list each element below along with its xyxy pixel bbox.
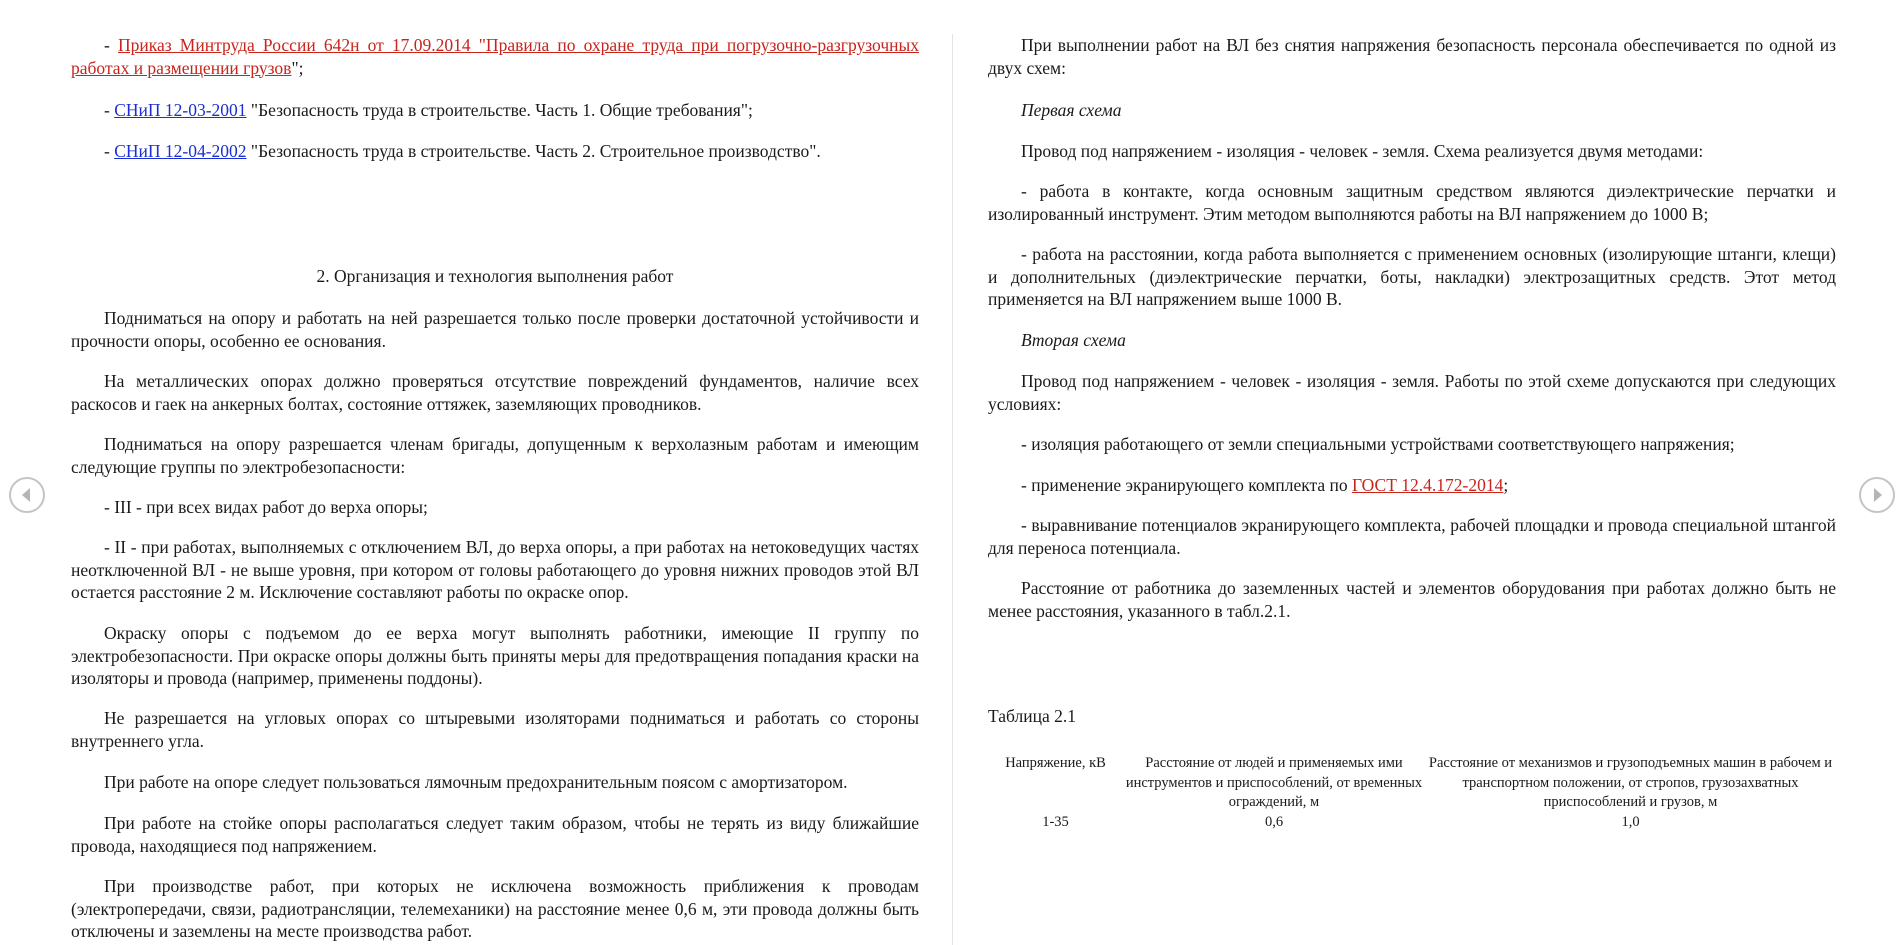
paragraph: - II - при работах, выполняемых с отключением ВЛ, до верха опоры, а при работах на нетоковедущих частях неотключенной ВЛ - не выше уровня, при котором от головы работающего до уровня нижних проводов этой ВЛ остается расстояние 2 м. Исключение составляют работы по окраске опор. <box>71 537 919 602</box>
paragraph: Подниматься на опору разрешается членам бригады, допущенным к верхолазным работам и имеющим следующие группы по электробезопасности: <box>71 434 919 477</box>
table-header-cell: Расстояние от механизмов и грузоподъемных машин в рабочем и транспортном положении, от стропов, грузозахватных приспособлений и грузов, м <box>1428 755 1833 810</box>
right-page <box>988 0 1836 945</box>
paragraph: - III - при всех видах работ до верха опоры; <box>104 497 428 517</box>
scheme-1-title: Первая схема <box>1021 100 1122 120</box>
paragraph: При производстве работ, при которых не исключена возможность приближения к проводам (электропередачи, связи, радиотрансляции, телемеханики) на расстояние менее 0,6 м, эти провода должны быть отключены и заземлены на месте производства работ. <box>71 876 919 941</box>
left-page <box>71 0 919 945</box>
intro-item-2 <box>71 99 919 122</box>
paragraph: Не разрешается на угловых опорах со штыревыми изоляторами подниматься и работать со стороны внутреннего угла. <box>71 708 919 751</box>
scheme-2-title: Вторая схема <box>1021 330 1126 350</box>
paragraph: - выравнивание потенциалов экранирующего комплекта, рабочей площадки и провода специальной штангой для переноса потенциала. <box>988 515 1836 558</box>
table-header-cell: Напряжение, кВ <box>1005 755 1106 771</box>
intro-item-1-suffix: "; <box>291 57 304 78</box>
page-divider <box>952 34 953 945</box>
intro-item-1 <box>71 34 919 79</box>
section-heading: 2. Организация и технология выполнения работ <box>316 266 674 286</box>
paragraph: - работа на расстоянии, когда работа выполняется с применением основных (изолирующие штанги, клещи) и дополнительных (диэлектрические перчатки, боты, накладки) электрозащитных средств. Этот метод применяется на ВЛ напряжением выше 1000 В. <box>988 244 1836 309</box>
p7-prefix: - применение экранирующего комплекта по <box>1021 475 1352 495</box>
paragraph: При выполнении работ на ВЛ без снятия напряжения безопасность персонала обеспечивается по одной из двух схем: <box>988 35 1836 78</box>
paragraph: - изоляция работающего от земли специальными устройствами соответствующего напряжения; <box>1021 434 1735 454</box>
chevron-right-icon <box>1861 479 1893 511</box>
paragraph: При работе на опоре следует пользоваться лямочным предохранительным поясом с амортизатором. <box>104 772 848 792</box>
intro-item-1-prefix: - <box>104 35 118 55</box>
paragraph: - работа в контакте, когда основным защитным средством являются диэлектрические перчатки и изолированный инструмент. Этим методом выполняются работы на ВЛ напряжением до 1000 В; <box>988 181 1836 224</box>
table-header-row <box>988 754 1836 813</box>
intro-item-3-prefix: - <box>104 141 115 161</box>
prikaz-642n-link[interactable]: Приказ Минтруда России 642н от 17.09.2014 "Правила по охране труда при погрузочно-разгрузочных работах и размещении грузов <box>71 35 919 78</box>
paragraph: На металлических опорах должно проверяться отсутствие повреждений фундаментов, наличие всех раскосов и гаек на анкерных болтах, состояние оттяжек, заземляющих проводников. <box>71 371 919 414</box>
paragraph: Расстояние от работника до заземленных частей и элементов оборудования при работах должно быть не менее расстояния, указанного в табл.2.1. <box>988 578 1836 621</box>
table-row <box>988 813 1836 833</box>
table-cell: 0,6 <box>1264 813 1284 830</box>
paragraph: Провод под напряжением - человек - изоляция - земля. Работы по этой схеме допускаются при следующих условиях: <box>988 371 1836 414</box>
paragraph: При работе на стойке опоры располагаться следует таким образом, чтобы не терять из виду ближайшие провода, находящиеся под напряжением. <box>71 813 919 856</box>
table-header-cell: Расстояние от людей и применяемых ими инструментов и приспособлений, от временных ограждений, м <box>1125 755 1423 810</box>
intro-item-2-suffix: "Безопасность труда в строительстве. Часть 1. Общие требования"; <box>246 100 753 120</box>
table-caption: Таблица 2.1 <box>988 706 1076 726</box>
chevron-left-icon <box>11 479 43 511</box>
gost-12-4-172-2014-link[interactable]: ГОСТ 12.4.172-2014 <box>1351 475 1504 495</box>
paragraph: Окраску опоры с подъемом до ее верха могут выполнять работники, имеющие II группу по электробезопасности. При окраске опоры должны быть приняты меры для предотвращения попадания краски на изоляторы и провода (например, применены поддоны). <box>71 623 919 688</box>
paragraph <box>988 474 1836 497</box>
p7-suffix: ; <box>1503 475 1509 495</box>
prev-page-button[interactable] <box>9 477 45 513</box>
table-cell: 1-35 <box>1042 813 1069 830</box>
next-page-button[interactable] <box>1859 477 1895 513</box>
paragraph: Подниматься на опору и работать на ней разрешается только после проверки достаточной устойчивости и прочности опоры, особенно ее основания. <box>71 308 919 351</box>
intro-item-3-suffix: "Безопасность труда в строительстве. Часть 2. Строительное производство". <box>246 141 821 161</box>
snip-12-03-2001-link[interactable]: СНиП 12-03-2001 <box>114 100 247 120</box>
paragraph: Провод под напряжением - изоляция - человек - земля. Схема реализуется двумя методами: <box>1021 141 1704 161</box>
distance-table <box>988 754 1836 832</box>
intro-item-3 <box>71 140 919 163</box>
snip-12-04-2002-link[interactable]: СНиП 12-04-2002 <box>114 141 247 161</box>
table-cell: 1,0 <box>1621 813 1640 830</box>
intro-item-2-prefix: - <box>104 100 115 120</box>
